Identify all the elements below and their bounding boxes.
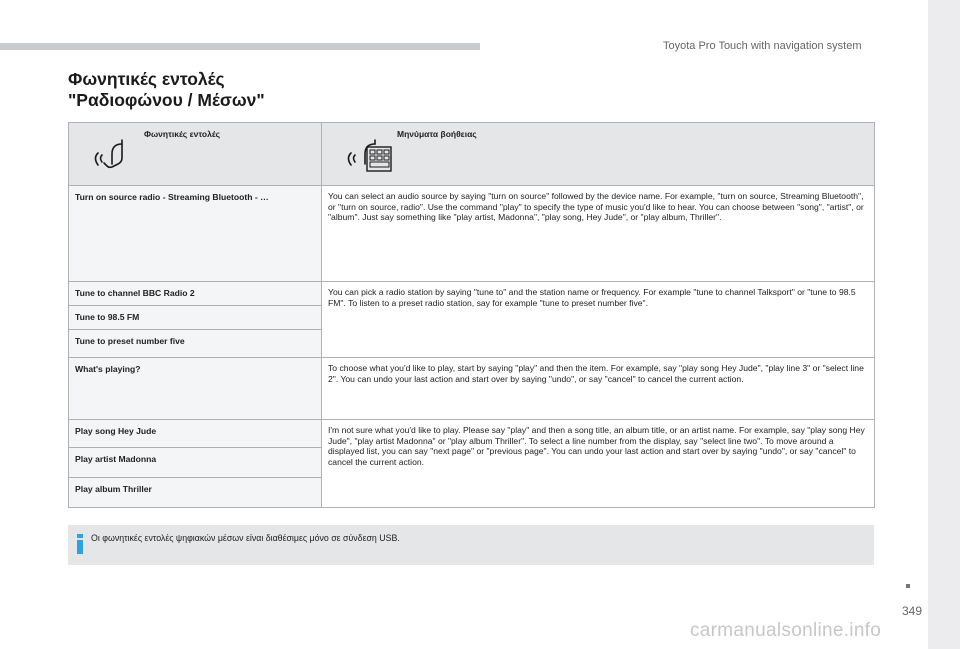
command-cell: Play album Thriller xyxy=(69,478,322,508)
page-title-line1: Φωνητικές εντολές xyxy=(68,69,225,89)
command-cell: Tune to 98.5 FM xyxy=(69,306,322,330)
command-cell: What's playing? xyxy=(69,358,322,420)
page-marker-dot xyxy=(906,584,910,588)
response-cell: I'm not sure what you'd like to play. Please say "play" and then a song title, an album title, or an artist name. For example, say "play song Hey Jude", "play artist Madonna" or "play album Thriller". To select a line number from the display, say "select line two". To move around a displayed list, you can say "next page" or "previous page". You can undo your last action and start over by saying "undo", or say "cancel" to cancel the current action. xyxy=(322,420,875,508)
command-cell: Tune to channel BBC Radio 2 xyxy=(69,282,322,306)
top-divider-bar xyxy=(0,43,480,50)
command-cell: Play artist Madonna xyxy=(69,448,322,478)
table-header-row xyxy=(69,123,875,186)
response-cell: To choose what you'd like to play, start by saying "play" and then the item. For example, say "play song Hey Jude", "play line 3" or "select line 2". You can undo your last action and start over by saying "undo", or say "cancel" to cancel the current action. xyxy=(322,358,875,420)
header-cell-help xyxy=(322,123,875,186)
command-cell: Turn on source radio - Streaming Bluetooth - … xyxy=(69,186,322,282)
page-title xyxy=(68,69,265,111)
response-cell: You can pick a radio station by saying "tune to" and the station name or frequency. For example "tune to channel Talksport" or "tune to 98.5 FM". To listen to a preset radio station, say for example "tune to preset number five". xyxy=(322,282,875,358)
command-cell: Tune to preset number five xyxy=(69,330,322,358)
response-cell: You can select an audio source by saying "turn on source" followed by the device name. For example, "turn on source, Streaming Bluetooth", or "turn on source, radio". Use the command "play" to specify the type of music you'd like to hear. You can choose between "song", "artist", or "album". Just say something like "play artist, Madonna", "play song, Hey Jude", or "play album, Thriller". xyxy=(322,186,875,282)
col2-header: Μηνύματα βοήθειας xyxy=(397,129,477,139)
col1-header: Φωνητικές εντολές xyxy=(144,129,221,139)
table-row xyxy=(69,186,875,282)
help-message-icon xyxy=(345,132,395,176)
watermark: carmanualsonline.info xyxy=(690,620,882,641)
side-strip xyxy=(928,0,960,649)
page-title-line2: "Ραδιοφώνου / Μέσων" xyxy=(68,90,265,110)
table-row xyxy=(69,282,875,306)
note-text: Οι φωνητικές εντολές ψηφιακών μέσων είναι διαθέσιμες μόνο σε σύνδεση USB. xyxy=(91,533,400,543)
info-icon xyxy=(75,534,85,554)
command-cell: Play song Hey Jude xyxy=(69,420,322,448)
info-note xyxy=(68,525,874,565)
voice-command-icon xyxy=(92,132,142,176)
voice-commands-table xyxy=(68,122,875,508)
table-row xyxy=(69,358,875,420)
header-title: Toyota Pro Touch with navigation system xyxy=(663,40,862,52)
header-cell-commands xyxy=(69,123,322,186)
table-row xyxy=(69,420,875,448)
page-number: 349 xyxy=(902,604,923,618)
